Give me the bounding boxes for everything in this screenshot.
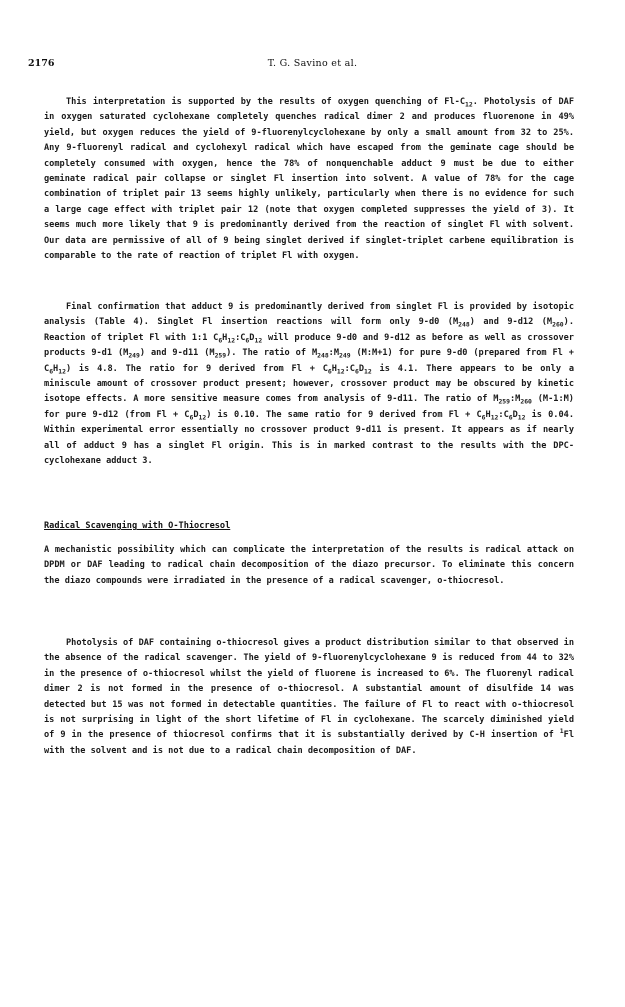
sub-c6: 6 (481, 413, 486, 422)
thiocresol-text-b: Fl with the solvent and is not due to a radical chain decomposition of DAF. (44, 730, 574, 756)
para2-a: Final confirmation that adduct 9 is predominantly derived from singlet Fl is provided by isotopic analysis (Table 4). Singlet Fl insertion reactions will form only 9-d0 (M (44, 302, 574, 328)
para2-h: :M (328, 348, 340, 359)
para2-p: :C (498, 409, 509, 420)
section-heading: Radical Scavenging with O-Thiocresol (44, 521, 231, 531)
sub-m248: 248 (317, 351, 329, 360)
sub-c6: 6 (189, 413, 194, 422)
sup-singlet: 1 (559, 727, 564, 736)
sub-h12: 12 (58, 367, 66, 376)
sub-m260: 260 (520, 398, 532, 407)
para2-l: is 4.1. There appears to be only a miniscule amount of crossover product present; however, crossover product may be obscured by kinetic isotope effects. A more sensitive measure comes from analysis of 9-d11. The ratio of M (44, 363, 574, 405)
sub-c6: 6 (327, 367, 332, 376)
para2-c: ). Reaction of triplet Fl with 1:1 C (44, 317, 574, 343)
sub-c6: 6 (49, 367, 54, 376)
sub-c6: 6 (508, 413, 513, 422)
sub-h12: 12 (490, 413, 499, 422)
para2-g: ). The ratio of M (226, 348, 318, 359)
sub-h12: 12 (336, 367, 345, 376)
sub-m259: 259 (498, 398, 510, 407)
para1-text-b: . Photolysis of DAF in oxygen saturated cyclohexane completely quenches radical dimer 2 and produces fluorenone in 49% yield, but oxygen reduces the yield of 9-fluorenylcyclohexane by only a small amount from 32 to 25%. Any 9-fluorenyl radical and cyclohexyl radical which have escaped from the geminate cage should be completely consumed with oxygen, hence the 78% of nonquenchable adduct 9 must be due to either geminate radical pair collapse or singlet Fl insertion into solvent. A value of 78% for the cage combination of triplet pair 13 seems highly unlikely, particularly when there is no evidence for such a large cage effect with triplet pair 12 (note that oxygen completed suppresses the yield of 3). It seems much more likely that 9 is predominantly derived from the reaction of singlet Fl with solvent. Our data are permissive of all of 9 being singlet derived if singlet-triplet carbene equilibration is comparable to the rate of reaction of triplet Fl with oxygen. (44, 97, 574, 262)
sub-c6: 6 (218, 336, 223, 345)
thiocresol-text-a: Photolysis of DAF containing o-thiocresol gives a product distribution similar to that observed in the absence of the radical scavenger. The yield of 9-fluorenylcyclohexane 9 is reduced from 44 to 32% in the presence of o-thiocresol whilst the yield of fluorene is increased to 6%. The fluorenyl radical dimer 2 is not formed in the presence of o-thiocresol. A substantial amount of disulfide 14 was detected but 15 was not formed in detectable quantities. The failure of Fl to react with o-thiocresol is not surprising in light of the short lifetime of Fl in cyclohexane. The scarcely diminished yield of 9 in the presence of thiocresol confirms that it is substantially derived by C-H insertion of (44, 638, 574, 741)
intro-text: A mechanistic possibility which can complicate the interpretation of the results is radical attack on DPDM or DAF leading to radical chain decomposition of the diazo precursor. To eliminate this concern the diazo compounds were irradiated in the presence of a radical scavenger, o-thiocresol. (44, 545, 574, 586)
para2-i: (M:M+1) for pure 9-d0 (prepared from Fl + C (44, 348, 574, 374)
page-number: 2176 (28, 58, 55, 69)
sub-c6: 6 (354, 367, 359, 376)
sub-h12: 12 (465, 100, 473, 109)
para2-j: ) is 4.8. The ratio for 9 derived from Fl + C (65, 363, 328, 374)
sub-h12: 12 (227, 336, 236, 345)
sub-m248: 248 (458, 321, 470, 330)
para2-e: will produce 9-d0 and 9-d12 as before as well as crossover products 9-d1 (M (44, 332, 574, 359)
para2-n: (M-1:M) for pure 9-d12 (from Fl + C (44, 394, 574, 420)
sub-d12: 12 (254, 336, 263, 345)
para2-d: :C (235, 332, 246, 343)
sub-m249: 249 (339, 351, 351, 360)
sub-m259: 259 (214, 351, 227, 360)
sub-d12: 12 (364, 367, 372, 376)
paragraph-oxygen-quenching (44, 95, 574, 264)
para2-q: is 0.04. Within experimental error essentially no crossover product 9-d11 is present. It appears as if nearly all of adduct 9 has a singlet Fl origin. This is in marked contrast to the results with the DPC-cyclohexane adduct 3. (44, 409, 574, 467)
sub-m249: 249 (128, 351, 140, 360)
sub-d12: 12 (198, 413, 207, 422)
para1-text-a: This interpretation is supported by the results of oxygen quenching of Fl-C (66, 97, 465, 107)
sub-c6: 6 (245, 336, 250, 345)
sub-d12: 12 (517, 413, 526, 422)
sub-m260: 260 (552, 321, 564, 330)
paragraph-thiocresol-photolysis (44, 636, 574, 759)
para2-f: ) and 9-d11 (M (139, 348, 215, 359)
para2-m: :M (510, 394, 521, 405)
para2-b: ) and 9-d12 (M (469, 317, 553, 328)
paragraph-isotopic-analysis: Final confirmation that adduct 9 is predominantly derived from singlet Fl is provided by isotopic analysis (Table 4). Singlet Fl insertion reactions will form only 9-d0 $(M_{248})$ and 9-d12 $(M_{260})$. Reaction of triplet Fl with 1:1 $C_6H_{12}:C_6D_{12}$ will produce 9-d0 and 9-d12 as before as well as crossover products 9-d1 $(M_{249})$ and 9-d11 $(M_{259})$. The ratio of $M_{248}:M_{249}$ (M:M+1) for pure 9-d0 (prepared from $Fl + C_6H_{12}$) is 4.8. The ratio for 9 derived from $Fl + C_6H_{12}:C_6D_{12}$ is 4.1. There appears to be only a miniscule amount of crossover product present; however, crossover product may be obscured by kinetic isotope effects. A more sensitive measure comes from analysis of 9-d11. The ratio of $M_{259}:M_{260}$ (M-1:M) for pure 9-d12 (from $Fl + C_6D_{12}$) is 0.10. The same ratio for 9 derived from $Fl + C_6H_{12}:C_6D_{12}$ is 0.04. Within experimental error essentially no crossover product 9-d11 is present. It appears as if nearly all of adduct 9 has a singlet Fl origin. This is in marked contrast to the results with the DPC-cyclohexane adduct 3. (44, 302, 574, 467)
paragraph-radical-scavenging-intro (44, 543, 574, 589)
para2-k: :C (344, 363, 355, 374)
running-header-authors: T. G. Savino et al. (267, 58, 358, 69)
para2-o: ) is 0.10. The same ratio for 9 derived from Fl + C (206, 409, 482, 420)
